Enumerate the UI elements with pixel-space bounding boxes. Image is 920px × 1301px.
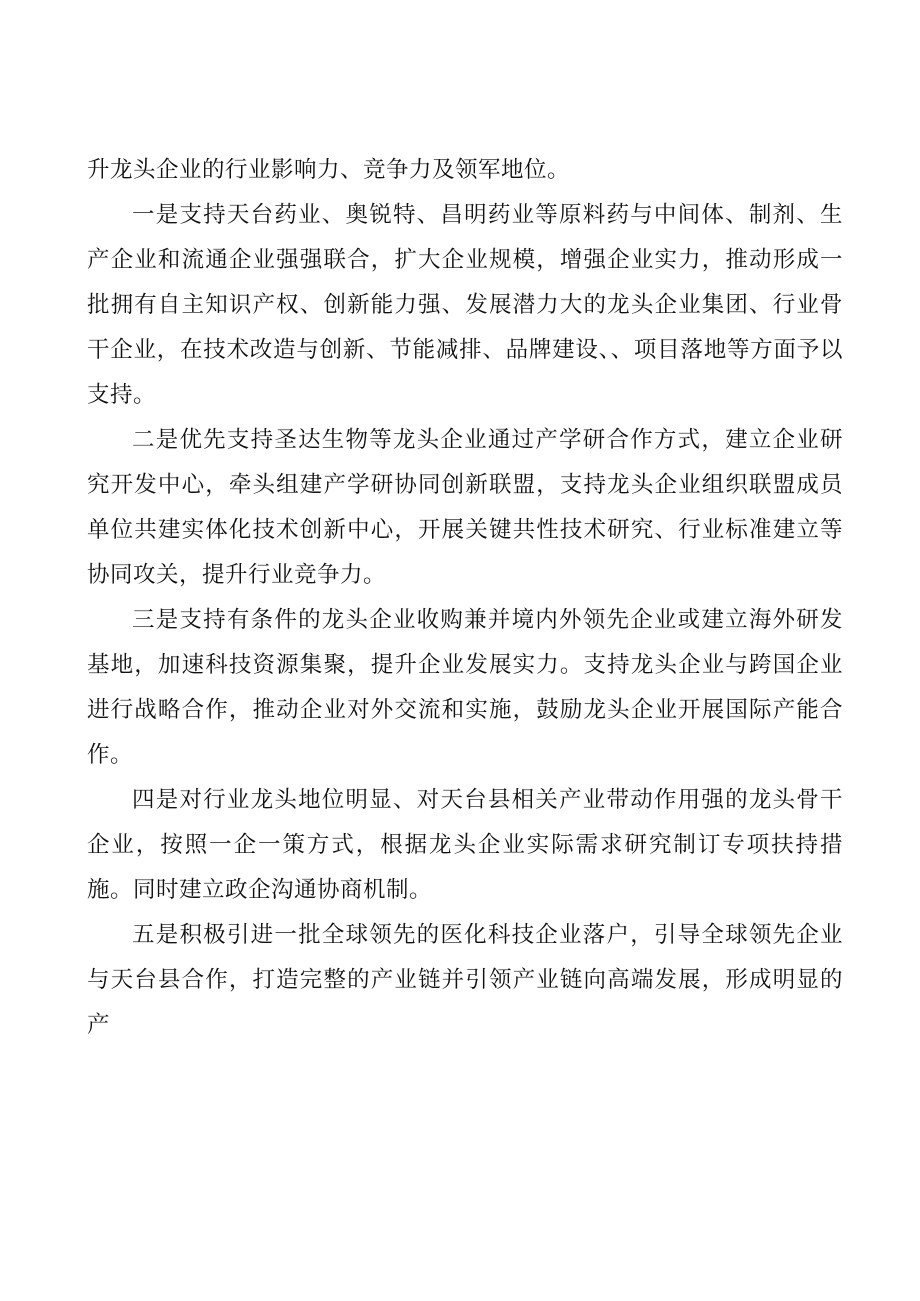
paragraph-item-2: 二是优先支持圣达生物等龙头企业通过产学研合作方式，建立企业研究开发中心，牵头组建产学研协同创新联盟，支持龙头企业组织联盟成员单位共建实体化技术创新中心，开展关键共性技术研究、行业标准建立等协同攻关，提升行业竞争力。 bbox=[87, 427, 843, 588]
paragraph-item-5: 五是积极引进一批全球领先的医化科技企业落户，引导全球领先企业与天台县合作，打造完整的产业链并引领产业链向高端发展，形成明显的产 bbox=[87, 922, 843, 1038]
paragraph-item-1: 一是支持天台药业、奥锐特、昌明药业等原料药与中间体、制剂、生产企业和流通企业强强联合，扩大企业规模，增强企业实力，推动形成一批拥有自主知识产权、创新能力强、发展潜力大的龙头企业集团、行业骨干企业，在技术改造与创新、节能减排、品牌建设、、项目落地等方面予以支持。 bbox=[87, 202, 843, 408]
paragraph-item-4: 四是对行业龙头地位明显、对天台县相关产业带动作用强的龙头骨干企业，按照一企一策方式，根据龙头企业实际需求研究制订专项扶持措施。同时建立政企沟通协商机制。 bbox=[87, 787, 843, 903]
paragraph-continuation: 升龙头企业的行业影响力、竞争力及领军地位。 bbox=[87, 157, 571, 183]
document-body bbox=[87, 148, 843, 1048]
paragraph-item-3: 三是支持有条件的龙头企业收购兼并境内外领先企业或建立海外研发基地，加速科技资源集聚，提升企业发展实力。支持龙头企业与跨国企业进行战略合作，推动企业对外交流和实施，鼓励龙头企业开展国际产能合作。 bbox=[87, 607, 843, 768]
